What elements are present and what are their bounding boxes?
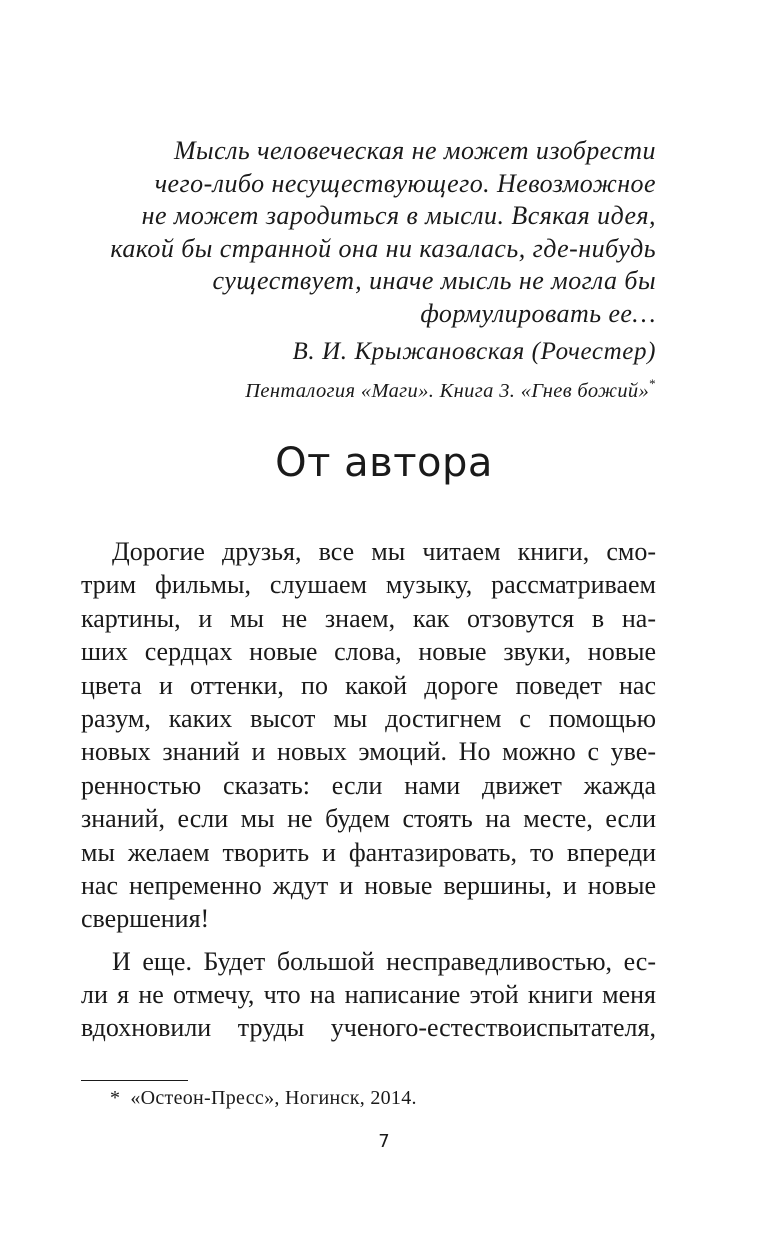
paragraph-line: картины, и мы не знаем, как отзовутся в на- <box>81 603 656 633</box>
paragraph-line: ших сердцах новые слова, новые звуки, новые <box>81 637 656 667</box>
paragraph-line: мы желаем творить и фантазировать, то впереди <box>81 837 656 867</box>
epigraph-line: формулировать ее… <box>420 298 656 328</box>
paragraph-line: Дорогие друзья, все мы читаем книги, смо- <box>112 537 656 566</box>
footnote-divider <box>81 1080 188 1081</box>
paragraph-line: ренностью сказать: если нами движет жажда <box>81 770 656 800</box>
paragraph-line: цвета и оттенки, по какой дороге поведет нас <box>81 670 656 700</box>
footnote-reference-mark: * <box>649 376 656 391</box>
paragraph-line: знаний, если мы не будем стоять на месте, если <box>81 804 656 834</box>
epigraph <box>96 135 656 330</box>
paragraph-line: новых знаний и новых эмоций. Но можно с уве- <box>81 737 656 767</box>
paragraph-line: трим фильмы, слушаем музыку, рассматриваем <box>81 570 656 600</box>
paragraph-line: нас непременно ждут и новые вершины, и новые <box>81 870 656 900</box>
paragraph-line: свершения! <box>81 904 210 934</box>
epigraph-author: В. И. Крыжановская (Рочестер) <box>292 338 656 365</box>
epigraph-line: существует, иначе мысль не могла бы <box>212 266 656 295</box>
epigraph-source-title: Пенталогия «Маги». Книга 3. «Гнев божий» <box>245 380 650 402</box>
footnote-text: «Остеон-Пресс», Ногинск, 2014. <box>130 1087 417 1109</box>
epigraph-source <box>56 369 656 406</box>
paragraph-line: И еще. Будет большой несправедливостью, ес- <box>112 946 656 976</box>
epigraph-line: Мысль человеческая не может изобрести <box>173 136 656 165</box>
body-text <box>81 535 656 1045</box>
footnote-mark: * <box>110 1087 121 1109</box>
footnote <box>110 1083 417 1113</box>
epigraph-attribution <box>56 335 656 406</box>
epigraph-line: чего-либо несуществующего. Невозможное <box>154 168 656 198</box>
epigraph-line: какой бы странной она ни казалась, где-нибудь <box>110 233 656 263</box>
paragraph-line: разум, каких высот мы достигнем с помощью <box>81 703 656 733</box>
paragraph-gap <box>81 936 656 945</box>
page-number: 7 <box>378 1131 390 1152</box>
epigraph-line: не может зародиться в мысли. Всякая идея, <box>141 201 656 230</box>
paragraph-line: вдохновили труды ученого-естествоиспытателя, <box>81 1013 656 1043</box>
paragraph-line: ли я не отмечу, что на написание этой книги меня <box>81 980 656 1010</box>
section-heading: От автора <box>275 440 493 486</box>
